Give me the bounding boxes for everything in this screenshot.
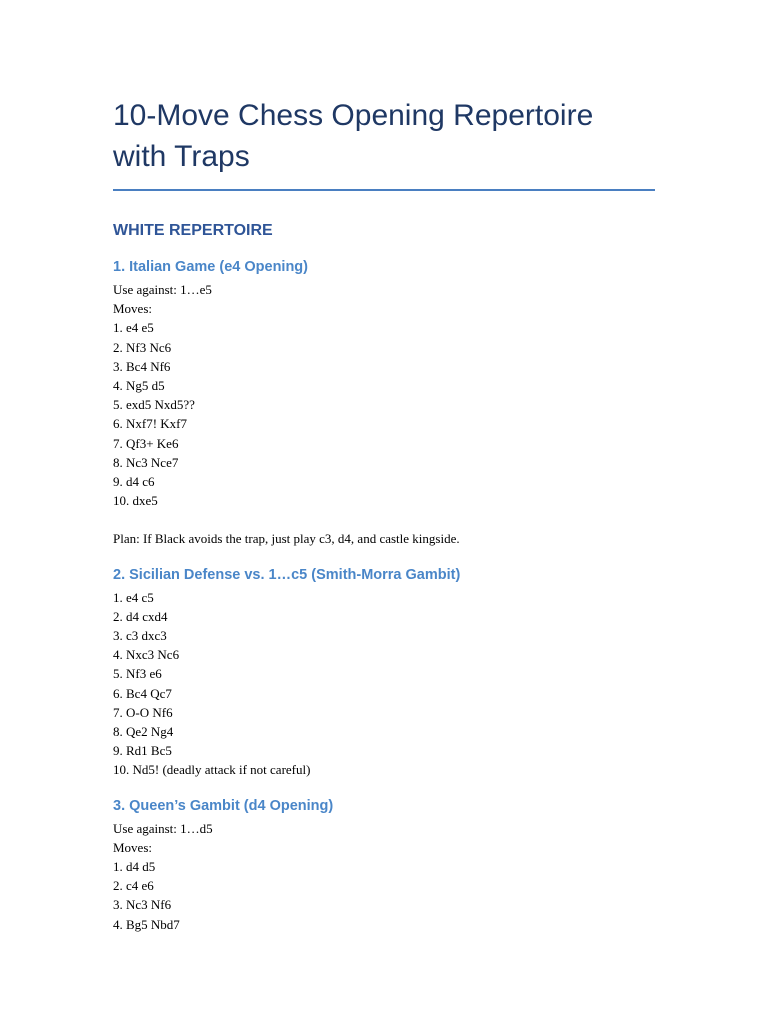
move-line: 10. Nd5! (deadly attack if not careful) — [113, 762, 311, 778]
move-line: 2. Nf3 Nc6 — [113, 339, 172, 355]
move-line: 2. d4 cxd4 — [113, 608, 168, 624]
opening-sicilian — [113, 566, 655, 780]
title-line-1: 10-Move Chess Opening Repertoire — [113, 99, 594, 132]
move-line: 1. d4 d5 — [113, 859, 156, 875]
page-title — [113, 95, 655, 191]
move-line: 7. O-O Nf6 — [113, 704, 173, 720]
move-line: 8. Nc3 Nce7 — [113, 454, 179, 470]
move-line: 3. Nc3 Nf6 — [113, 897, 172, 913]
move-line: 4. Nxc3 Nc6 — [113, 647, 180, 663]
move-line: 10. dxe5 — [113, 493, 158, 509]
move-line: 9. d4 c6 — [113, 474, 155, 490]
move-line: 5. exd5 Nxd5?? — [113, 397, 195, 413]
spacer — [113, 510, 655, 529]
move-line: 4. Ng5 d5 — [113, 378, 165, 394]
title-line-2: with Traps — [113, 140, 250, 173]
move-line: 6. Nxf7! Kxf7 — [113, 416, 188, 432]
move-line: 3. c3 dxc3 — [113, 628, 167, 644]
opening-heading: 2. Sicilian Defense vs. 1…c5 (Smith-Morra Gambit) — [113, 566, 461, 583]
move-line: 5. Nf3 e6 — [113, 666, 162, 682]
opening-heading: 1. Italian Game (e4 Opening) — [113, 259, 308, 275]
document-page — [113, 95, 655, 934]
use-against: Use against: 1…d5 — [113, 820, 213, 836]
move-line: 9. Rd1 Bc5 — [113, 743, 172, 759]
move-line: 2. c4 e6 — [113, 878, 154, 894]
move-line: 7. Qf3+ Ke6 — [113, 435, 179, 451]
use-against: Use against: 1…e5 — [113, 282, 212, 297]
section-heading-white: WHITE REPERTOIRE — [113, 222, 273, 239]
move-line: 1. e4 e5 — [113, 320, 154, 336]
move-line: 4. Bg5 Nbd7 — [113, 916, 180, 932]
opening-italian — [113, 258, 655, 549]
moves-label: Moves: — [113, 839, 152, 855]
move-line: 8. Qe2 Ng4 — [113, 724, 174, 740]
plan-text: Plan: If Black avoids the trap, just play c3, d4, and castle kingside. — [113, 531, 460, 547]
opening-queens-gambit — [113, 797, 655, 934]
move-line: 1. e4 c5 — [113, 589, 154, 605]
opening-heading: 3. Queen’s Gambit (d4 Opening) — [113, 797, 334, 814]
move-line: 3. Bc4 Nf6 — [113, 358, 171, 374]
moves-label: Moves: — [113, 301, 152, 317]
move-line: 6. Bc4 Qc7 — [113, 685, 172, 701]
